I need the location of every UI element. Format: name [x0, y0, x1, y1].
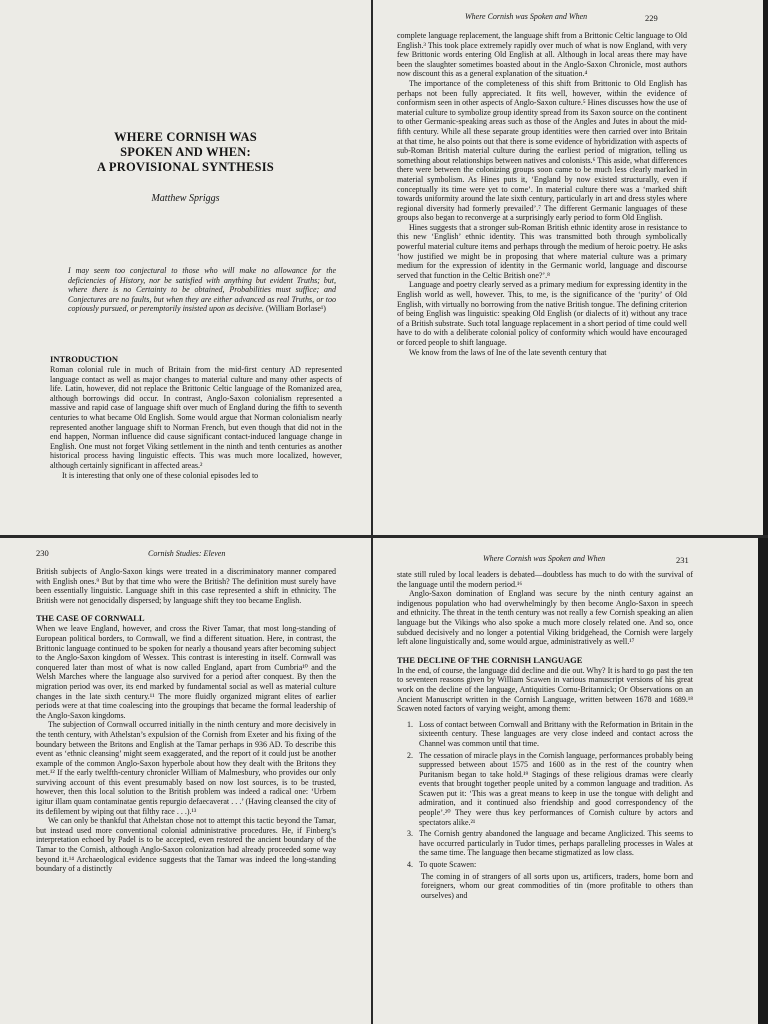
epigraph-text: I may seem too conjectural to those who will make no allowance for the deficiencies of History, nor be satisfied with anything but evident Truths; but, where there is no Certainty to be obtained, Probabilities must suffice; and Conjectures are no faults, but when they are either advanced as real Truths, or too copiously pursued, or peremptorily insisted upon as decisive.: [68, 266, 336, 314]
scawen-quote: The coming in of strangers of all sorts upon us, artificers, traders, home born and foreigners, whom our great commodities of tin (more profitable to others than ourselves) and: [421, 871, 693, 900]
list-item: 2. The cessation of miracle plays in the Cornish language, performances probably being suppressed between about 1575 and 1600 as in the rest of the country when Puritanism began to take hold.¹⁹ Stagings of these religious dramas were clearly events that brought together people united by a common language and tradition. As Scawen put it: ‘This was a great means to keep in use the tongue with delight and admiration, and it continued also friendship and good correspondency of the people’.²⁰ They were thus key performances of Cornish culture by actors and spectators alike.²¹: [415, 751, 693, 828]
page-230: [0, 538, 371, 1024]
paragraph-5: We know from the laws of Ine of the late seventh century that: [409, 347, 607, 357]
paragraph-3: Hines suggests that a stronger sub-Roman British ethnic identity arose in resistance to this new ‘English’ ethnic identity. This was transmitted both through symbolically powerful material culture items and perhaps through the medium of heroic poetry. He asks ‘how justified we might be in proposing that where material culture was a primary medium for the expression of identity in the Germanic world, language and discourse served that function in the Celtic British one?’.⁸: [397, 222, 687, 280]
epigraph-attribution: (William Borlase¹): [265, 304, 326, 314]
paragraph-3: In the end, of course, the language did decline and die out. Why? It is hard to go past the ten to seventeen reasons given by William Scawen in various manuscript versions of his great work on the decline of the language, Antiquities Cornu-Britannick; Or Observations on an Ancient Manuscript written in the Cornish Language, written between 1678 and 1689.¹⁸ Scawen noted factors of varying weight, among them:: [397, 665, 693, 714]
page-edge: [758, 538, 768, 1024]
list-item: 4. To quote Scawen:: [415, 860, 693, 870]
intro-paragraph-1: Roman colonial rule in much of Britain from the mid-first century AD represented language contact as well as major changes to material culture and many other aspects of life. Latin, however, did not replace the Brittonic Celtic language of the Romanized area, although borrowings did occur. In contrast, Anglo-Saxon colonialism represented a massive and rapid case of language shift over much of England during the fifth to seventh centuries to what became Old English. Some would argue that Norman colonialism nearly represented another language shift to Norman French, but even though that did not in the end happen, Norman influence did cause significant contact-induced language change in English. One must not forget Viking settlement in the ninth and tenth centuries as another historical process having linguistic effects. This was much more localized, however, although certainly significant in affected areas.²: [50, 365, 342, 470]
reasons-list: [397, 720, 693, 870]
running-head: Cornish Studies: Eleven: [148, 549, 226, 558]
author-name: Matthew Spriggs: [151, 193, 220, 204]
page-228: [0, 0, 371, 535]
text-column: [36, 567, 336, 874]
page-231: [373, 538, 758, 1024]
paragraph-2: When we leave England, however, and cross the River Tamar, that most long-standing of European political borders, to Cornwall, we find a different situation. Here, in contrast, the Brittonic language continued to be spoken for nearly a thousand years after becoming subject to the Anglo-Saxon kingdom of Wessex. This contrast is interesting in itself. Cornwall was conquered later than most of what is now called England, apart from Cumbria¹⁰ and the Welsh Marches where the language also survived for a period after conquest. By then the migration period was over, its end marked by fundamental social as well as material culture changes in the late sixth century.¹¹ The more fluidly organized migrant elites of earlier periods were at that time coalescing into the groupings that became the formal leadership of the Anglo-Saxon kingdoms.: [36, 624, 336, 720]
paragraph-1: British subjects of Anglo-Saxon kings were treated in a discriminatory manner compared with English ones.⁹ But by that time who were the British? The definition must surely have been essentially linguistic. Language shift in this case represented a shift in ethnicity. The British were not genocidally dispersed; by language shift they too became English.: [36, 567, 336, 605]
section-heading-decline: THE DECLINE OF THE CORNISH LANGUAGE: [397, 654, 583, 665]
list-item: 3. The Cornish gentry abandoned the language and became Anglicized. This seems to have occurred particularly in Tudor times, perhaps paralleling processes in Wales at the same time. The language then became stigmatized as low class.: [415, 829, 693, 858]
page-edge: [763, 0, 768, 535]
running-head: Where Cornish was Spoken and When: [483, 554, 606, 563]
page-number: 230: [36, 548, 49, 558]
epigraph: [68, 266, 336, 314]
paragraph-2: The importance of the completeness of this shift from Brittonic to Old English has perhaps not been fully appreciated. It fits well, however, within the evidence of conformism seen in other aspects of Anglo-Saxon culture.⁵ Hines discusses how the use of material culture to symbolize group identity spread from its Saxon source on the continent to other Germanic-speaking areas such as those of the Angles and Jutes in about the mid-fifth century. While all these separate group identities were then carried over into Britain at that time, he also points out that there is some evidence of hybridization with aspects of sub-Roman British material culture during the earliest period of migration, telling us something about relationships between natives and colonists.⁶ This aside, what differences there were between the colonizing groups soon came to be much less clearly marked in material symbolism. As Hines puts it, ‘England by now existed structurally, even if conceptually its time were yet to come’. In material culture there was a ‘marked shift towards uniformity around the late sixth century, particularly in art and dress styles where regional diversity had formerly prevailed’.⁷ The different Germanic languages of these groups also began to reconverge at a surprisingly early period to form Old English.: [397, 78, 687, 223]
paragraph-4: We can only be thankful that Athelstan chose not to attempt this tactic beyond the Tamar, but instead used more conventional colonial administrative procedures. He, if Finberg’s interpretation echoed by Padel is to be accepted, even restored the ancient boundary of the Tamar to the Cornish, although Anglo-Saxon colonization had already proceeded some way beyond it.¹⁴ Archaeological evidence suggests that the Tamar was indeed the long-standing boundary of a distinctly: [36, 816, 336, 874]
text-column: [397, 31, 687, 357]
intro-paragraph-2: It is interesting that only one of these colonial episodes led to: [62, 470, 259, 480]
section-heading-cornwall: THE CASE OF CORNWALL: [36, 613, 145, 624]
paragraph-2: Anglo-Saxon domination of England was secure by the ninth century against an indigenous population who had overwhelmingly by then become Anglo-Saxon in speech and ethnicity. The threat in the tenth century was not really a few Cornish speaking an alien language but the Vikings who also spoke a much more closely related one. And so, once subdued decisively and no longer a potential Viking bridgehead, the Cornish were largely left alone linguistically and, some would argue, administratively as well.¹⁷: [397, 589, 693, 647]
section-heading-introduction: INTRODUCTION: [50, 354, 119, 364]
running-head: Where Cornish was Spoken and When: [465, 12, 588, 21]
paragraph-1: complete language replacement, the language shift from a Brittonic Celtic language to Old English.³ This took place extremely rapidly over much of what is now England, with very few Brittonic words entering Old English at all. Although in local areas there may have been the slaughter sometimes boasted about in the Anglo-Saxon Chronicle, most authors now discount this as a general explanation of the situation.⁴: [397, 31, 687, 79]
paragraph-3: The subjection of Cornwall occurred initially in the ninth century and more decisively in the tenth century, with Athelstan’s expulsion of the Cornish from Exeter and his fixing of the boundary between the Britons and English at the Tamar perhaps in 936 AD. To describe this event as ‘ethnic cleansing’ might seem exaggerated, and the report of it could just be another example of the common Anglo-Saxon hyperbole about how they dealt with the Britons they met.¹² If the early twelfth-century chronicler William of Malmesbury, who provides our only surviving account of this event presumably based on now lost sources, is to be trusted, however, then this local solution to the British problem was indeed a radical one: ‘Urbem igitur illam quam contaminatae gentis repurgio defaecaverat . . .’ (Having cleansed the city of its defilement by wiping out that filthy race . . .).¹³: [36, 720, 336, 816]
intro-column: [50, 354, 342, 480]
page-number: 231: [676, 555, 689, 565]
page-number: 229: [645, 13, 658, 23]
article-title: [0, 130, 371, 175]
title-line-3: A PROVISIONAL SYNTHESIS: [97, 160, 274, 174]
list-item: 1. Loss of contact between Cornwall and Brittany with the Reformation in Britain in the sixteenth century. These languages are very close indeed and contact across the Channel was common until that time.: [415, 720, 693, 749]
title-line-2: SPOKEN AND WHEN:: [120, 145, 251, 159]
text-column: [397, 570, 693, 900]
paragraph-1: state still ruled by local leaders is debated—doubtless has much to do with the survival of the language until the modern period.¹⁶: [397, 570, 693, 589]
page-229: [373, 0, 763, 535]
title-line-1: WHERE CORNISH WAS: [114, 130, 257, 144]
paragraph-4: Language and poetry clearly served as a primary medium for expressing identity in the English world as well, however. This, to me, is the significance of the ‘purity’ of Old English, with virtually no borrowing from the native British tongue. The defining criterion of being English was linguistic: speaking Old English (or dialects of it) without any trace of a British substrate. Such total language replacement in a short period of time could well have to do with a deliberate colonial policy of conformity which would have encouraged or forced people to shift language.: [397, 280, 687, 347]
